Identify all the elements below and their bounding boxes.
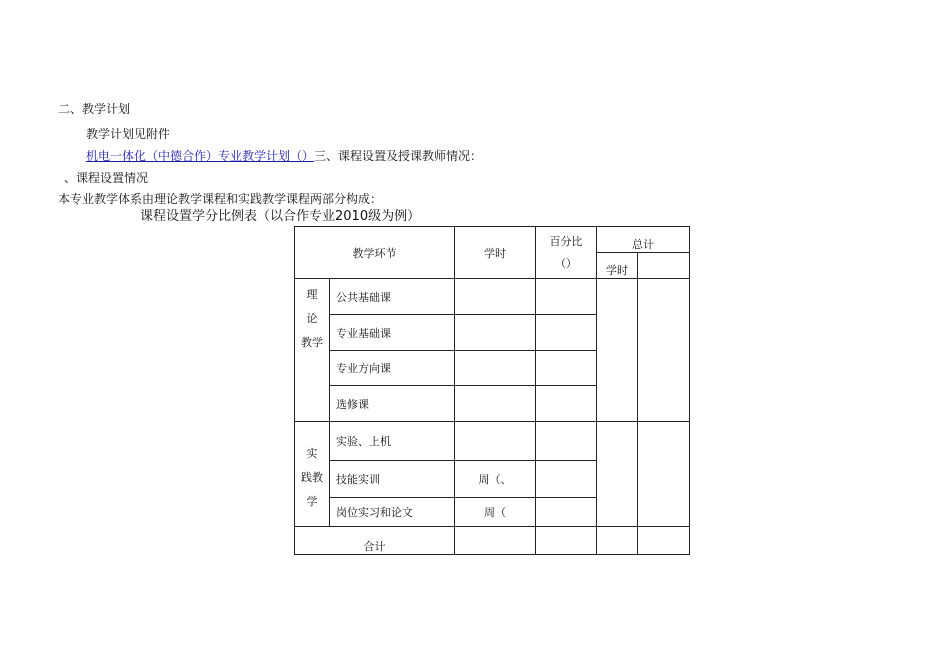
practice-cat-3: 学 xyxy=(306,495,318,508)
cell-hours xyxy=(455,315,536,351)
practice-cat-1: 实 xyxy=(306,447,318,460)
header-percent xyxy=(536,227,597,279)
cell-hours xyxy=(455,386,536,422)
header-total-extra xyxy=(638,253,690,279)
course-skill-training: 技能实训 xyxy=(330,461,455,498)
cell-percent xyxy=(536,351,597,386)
cell-percent xyxy=(536,315,597,351)
header-total: 总计 xyxy=(597,227,690,253)
total-percent xyxy=(536,527,597,555)
practice-cat-2: 践教 xyxy=(301,471,323,484)
practice-total-hours xyxy=(597,422,638,527)
cell-percent xyxy=(536,279,597,315)
teaching-plan-link[interactable]: 机电一体化（中德合作）专业教学计划（） xyxy=(86,149,315,163)
cell-hours xyxy=(455,351,536,386)
section3-heading: 三、课程设置及授课教师情况： xyxy=(314,149,483,163)
total-hours xyxy=(455,527,536,555)
cell-hours xyxy=(455,422,536,461)
course-major-basic: 专业基础课 xyxy=(330,315,455,351)
cell-hours-skill: 周（、 xyxy=(455,461,536,498)
total-total-extra xyxy=(638,527,690,555)
plan-link-line xyxy=(86,148,482,164)
header-hours: 学时 xyxy=(455,227,536,279)
header-total-hours: 学时 xyxy=(597,253,638,279)
cell-hours xyxy=(455,279,536,315)
heading-teaching-plan: 二、教学计划 xyxy=(58,102,131,116)
cell-percent xyxy=(536,461,597,498)
theory-cat-2: 论 xyxy=(306,312,318,325)
cell-percent xyxy=(536,422,597,461)
total-label: 合计 xyxy=(295,527,455,555)
total-total-hours xyxy=(597,527,638,555)
practice-total-extra xyxy=(638,422,690,527)
course-internship-thesis: 岗位实习和论文 xyxy=(330,498,455,527)
course-major-direction: 专业方向课 xyxy=(330,351,455,386)
header-percent-label: 百分比 xyxy=(549,234,583,248)
course-credit-table xyxy=(294,226,690,555)
cell-percent xyxy=(536,498,597,527)
course-experiment: 实验、上机 xyxy=(330,422,455,461)
category-theory xyxy=(295,279,330,422)
table-title: 课程设置学分比例表（以合作专业2010级为例） xyxy=(140,209,421,224)
theory-total-hours xyxy=(597,279,638,422)
plan-attachment-text: 教学计划见附件 xyxy=(86,127,171,141)
theory-cat-1: 理 xyxy=(306,288,318,301)
cell-percent xyxy=(536,386,597,422)
theory-cat-3: 教学 xyxy=(301,336,323,349)
theory-total-extra xyxy=(638,279,690,422)
composition-text: 本专业教学体系由理论教学课程和实践教学课程两部分构成： xyxy=(58,192,383,206)
cell-hours-internship: 周（ xyxy=(455,498,536,527)
course-elective: 选修课 xyxy=(330,386,455,422)
category-practice xyxy=(295,422,330,527)
header-percent-unit: （） xyxy=(555,256,577,270)
course-setting-heading: 、课程设置情况 xyxy=(64,171,149,185)
course-public-basic: 公共基础课 xyxy=(330,279,455,315)
header-teaching-link: 教学环节 xyxy=(295,227,455,279)
